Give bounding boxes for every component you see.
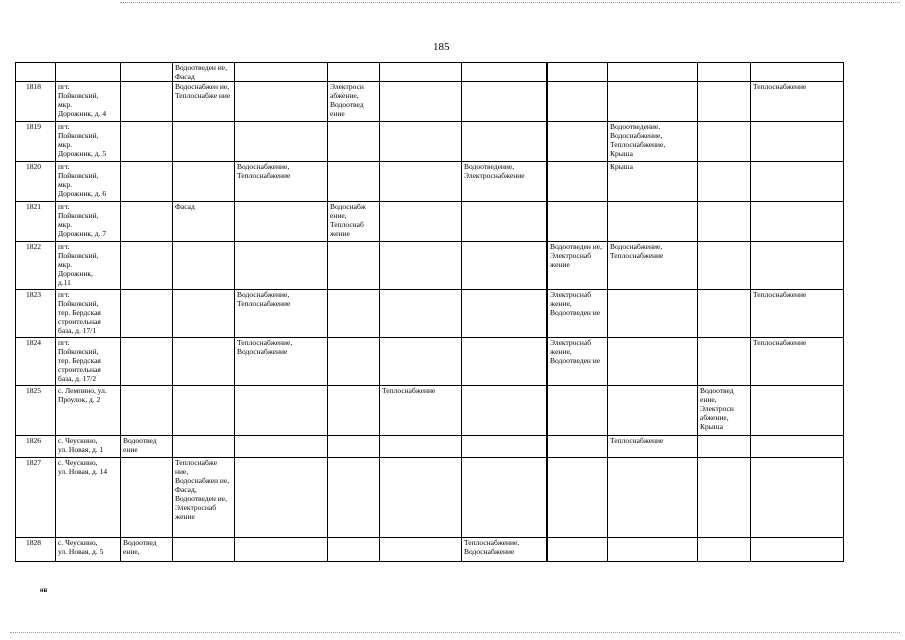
work-type-cell bbox=[698, 82, 751, 122]
work-type-cell bbox=[462, 202, 547, 242]
work-type-cell bbox=[235, 202, 328, 242]
row-number-cell: 1824 bbox=[16, 338, 56, 386]
work-type-cell bbox=[173, 538, 235, 562]
work-type-cell bbox=[698, 338, 751, 386]
work-type-cell bbox=[173, 290, 235, 338]
work-type-cell: Крыша bbox=[608, 162, 698, 202]
work-type-cell bbox=[608, 338, 698, 386]
work-type-cell bbox=[751, 202, 844, 242]
address-cell: пгт. Пойковский, тер. Бердская строительная база, д. 17/1 bbox=[56, 290, 121, 338]
work-type-cell bbox=[121, 202, 173, 242]
work-type-cell bbox=[462, 63, 547, 82]
work-type-cell bbox=[548, 202, 608, 242]
work-type-cell bbox=[328, 242, 380, 290]
work-type-cell bbox=[121, 63, 173, 82]
work-type-cell bbox=[235, 436, 328, 458]
work-type-cell bbox=[462, 458, 547, 538]
work-type-cell bbox=[328, 338, 380, 386]
work-type-cell: Теплоснабжение bbox=[751, 290, 844, 338]
table-row bbox=[16, 458, 844, 538]
work-type-cell bbox=[751, 162, 844, 202]
work-type-cell bbox=[608, 386, 698, 436]
address-cell: пгт. Пойковский, мкр. Дорожник, д. 7 bbox=[56, 202, 121, 242]
work-type-cell bbox=[328, 63, 380, 82]
work-type-cell bbox=[548, 386, 608, 436]
work-type-cell bbox=[462, 436, 547, 458]
work-type-cell bbox=[328, 386, 380, 436]
table-row bbox=[16, 338, 844, 386]
work-type-cell bbox=[751, 386, 844, 436]
work-type-cell bbox=[548, 162, 608, 202]
work-type-cell bbox=[173, 338, 235, 386]
work-type-cell: Водоснабж ение, Теплоснаб жение bbox=[328, 202, 380, 242]
work-type-cell: Водоотведен ие, Фасад bbox=[173, 63, 235, 82]
work-type-cell: Фасад bbox=[173, 202, 235, 242]
work-type-cell bbox=[751, 538, 844, 562]
work-type-cell bbox=[751, 458, 844, 538]
work-type-cell bbox=[380, 122, 462, 162]
address-cell: с. Чеускино, ул. Новая, д. 5 bbox=[56, 538, 121, 562]
work-type-cell: Электроснаб жение, Водоотведен ие bbox=[548, 338, 608, 386]
row-number-cell: 1819 bbox=[16, 122, 56, 162]
work-type-cell bbox=[548, 82, 608, 122]
work-type-cell bbox=[380, 458, 462, 538]
work-type-cell: Теплоснабжение bbox=[751, 82, 844, 122]
work-type-cell bbox=[380, 242, 462, 290]
work-type-cell bbox=[608, 290, 698, 338]
row-number-cell: 1822 bbox=[16, 242, 56, 290]
table-row bbox=[16, 122, 844, 162]
table-row bbox=[16, 242, 844, 290]
work-type-cell bbox=[121, 122, 173, 162]
work-type-cell: Теплоснабже ние, Водоснабжен ие, Фасад, Водоотведен ие, Электроснаб жение bbox=[173, 458, 235, 538]
work-type-cell bbox=[380, 338, 462, 386]
row-number-cell: 1821 bbox=[16, 202, 56, 242]
work-type-cell: Водоотведение, Электроснабжение bbox=[462, 162, 547, 202]
row-number-cell: 1820 bbox=[16, 162, 56, 202]
work-type-cell: Теплоснабжение, Водоснабжение bbox=[235, 338, 328, 386]
work-type-cell bbox=[380, 538, 462, 562]
work-type-cell bbox=[121, 82, 173, 122]
footer-mark: нв bbox=[40, 588, 48, 594]
work-type-cell bbox=[751, 242, 844, 290]
work-type-cell bbox=[173, 386, 235, 436]
work-type-cell bbox=[121, 338, 173, 386]
work-type-cell bbox=[328, 162, 380, 202]
address-cell: с. Чеускино, ул. Новая, д. 14 bbox=[56, 458, 121, 538]
work-type-cell bbox=[462, 290, 547, 338]
work-type-cell bbox=[608, 63, 698, 82]
work-type-cell bbox=[548, 538, 608, 562]
work-type-cell bbox=[698, 458, 751, 538]
work-type-cell: Электроснаб жение, Водоотведен ие bbox=[548, 290, 608, 338]
work-type-cell: Водоотвед ение bbox=[121, 436, 173, 458]
address-cell: пгт. Пойковский, мкр. Дорожник, д.11 bbox=[56, 242, 121, 290]
work-type-cell bbox=[235, 82, 328, 122]
work-type-cell bbox=[462, 386, 547, 436]
work-type-cell bbox=[380, 290, 462, 338]
work-type-cell: Водоснабжение, Теплоснабжение bbox=[235, 290, 328, 338]
work-type-cell bbox=[698, 63, 751, 82]
work-type-cell: Водоотвед ение, bbox=[121, 538, 173, 562]
work-type-cell bbox=[608, 458, 698, 538]
work-type-cell bbox=[462, 122, 547, 162]
work-type-cell bbox=[608, 538, 698, 562]
work-type-cell bbox=[698, 436, 751, 458]
row-number-cell bbox=[16, 63, 56, 82]
row-number-cell: 1827 bbox=[16, 458, 56, 538]
work-type-cell bbox=[462, 338, 547, 386]
work-type-cell bbox=[698, 538, 751, 562]
work-type-cell bbox=[548, 436, 608, 458]
work-type-cell: Водоотведение, Водоснабжение, Теплоснабжение, Крыша bbox=[608, 122, 698, 162]
work-type-cell bbox=[235, 122, 328, 162]
work-type-cell bbox=[235, 458, 328, 538]
work-type-cell bbox=[380, 63, 462, 82]
work-type-cell bbox=[328, 290, 380, 338]
work-type-cell bbox=[608, 202, 698, 242]
table-row bbox=[16, 162, 844, 202]
scan-top-edge bbox=[120, 2, 900, 3]
row-number-cell: 1825 bbox=[16, 386, 56, 436]
work-type-cell bbox=[548, 63, 608, 82]
work-type-cell bbox=[548, 122, 608, 162]
address-cell: пгт. Пойковский, мкр. Дорожник, д. 5 bbox=[56, 122, 121, 162]
work-type-cell bbox=[698, 202, 751, 242]
work-type-cell bbox=[380, 436, 462, 458]
work-type-cell bbox=[698, 122, 751, 162]
table-row bbox=[16, 290, 844, 338]
work-type-cell bbox=[235, 63, 328, 82]
work-type-cell bbox=[328, 436, 380, 458]
work-type-cell bbox=[698, 162, 751, 202]
work-type-cell: Водоснабжение, Теплоснабжение bbox=[235, 162, 328, 202]
work-type-cell bbox=[235, 386, 328, 436]
work-type-cell bbox=[173, 242, 235, 290]
address-cell: с. Чеускино, ул. Новая, д. 1 bbox=[56, 436, 121, 458]
table-row bbox=[16, 202, 844, 242]
work-type-cell bbox=[121, 162, 173, 202]
work-type-cell bbox=[121, 386, 173, 436]
work-type-cell bbox=[548, 458, 608, 538]
work-type-cell: Водоотвед ение, Электросн абжение, Крыша bbox=[698, 386, 751, 436]
work-type-cell bbox=[173, 122, 235, 162]
work-type-cell: Электросн абжение, Водоотвед ение bbox=[328, 82, 380, 122]
work-type-cell: Теплоснабжение bbox=[608, 436, 698, 458]
row-number-cell: 1826 bbox=[16, 436, 56, 458]
work-type-cell bbox=[328, 122, 380, 162]
table-row bbox=[16, 436, 844, 458]
page-number: 185 bbox=[433, 41, 450, 53]
repair-schedule-table bbox=[15, 62, 844, 562]
table-row bbox=[16, 538, 844, 562]
scan-bottom-edge bbox=[10, 632, 900, 633]
table-row bbox=[16, 63, 844, 82]
address-cell: пгт. Пойковский, тер. Бердская строительная база, д. 17/2 bbox=[56, 338, 121, 386]
work-type-cell bbox=[380, 162, 462, 202]
table-body bbox=[16, 63, 844, 562]
work-type-cell bbox=[380, 202, 462, 242]
work-type-cell bbox=[328, 458, 380, 538]
address-cell: пгт. Пойковский, мкр. Дорожник, д. 4 bbox=[56, 82, 121, 122]
work-type-cell: Теплоснабжение bbox=[380, 386, 462, 436]
work-type-cell bbox=[380, 82, 462, 122]
work-type-cell bbox=[328, 538, 380, 562]
work-type-cell bbox=[698, 242, 751, 290]
row-number-cell: 1823 bbox=[16, 290, 56, 338]
work-type-cell bbox=[462, 242, 547, 290]
work-type-cell bbox=[608, 82, 698, 122]
work-type-cell bbox=[698, 290, 751, 338]
work-type-cell: Теплоснабжение bbox=[751, 338, 844, 386]
work-type-cell: Водоснабжение, Теплоснабжение bbox=[608, 242, 698, 290]
work-type-cell bbox=[751, 122, 844, 162]
work-type-cell bbox=[235, 538, 328, 562]
work-type-cell: Водоснабжен ие, Теплоснабже ние bbox=[173, 82, 235, 122]
work-type-cell: Теплоснабжение, Водоснабжение bbox=[462, 538, 547, 562]
address-cell bbox=[56, 63, 121, 82]
work-type-cell bbox=[121, 458, 173, 538]
work-type-cell bbox=[462, 82, 547, 122]
table-row bbox=[16, 386, 844, 436]
work-type-cell bbox=[121, 242, 173, 290]
work-type-cell bbox=[121, 290, 173, 338]
address-cell: пгт. Пойковский, мкр. Дорожник, д. 6 bbox=[56, 162, 121, 202]
row-number-cell: 1818 bbox=[16, 82, 56, 122]
work-type-cell bbox=[751, 63, 844, 82]
work-type-cell bbox=[235, 242, 328, 290]
work-type-cell bbox=[751, 436, 844, 458]
work-type-cell: Водоотведен ие, Электроснаб жение bbox=[548, 242, 608, 290]
address-cell: с. Лемпино, ул. Проулок, д. 2 bbox=[56, 386, 121, 436]
work-type-cell bbox=[173, 436, 235, 458]
row-number-cell: 1828 bbox=[16, 538, 56, 562]
table-row bbox=[16, 82, 844, 122]
work-type-cell bbox=[173, 162, 235, 202]
